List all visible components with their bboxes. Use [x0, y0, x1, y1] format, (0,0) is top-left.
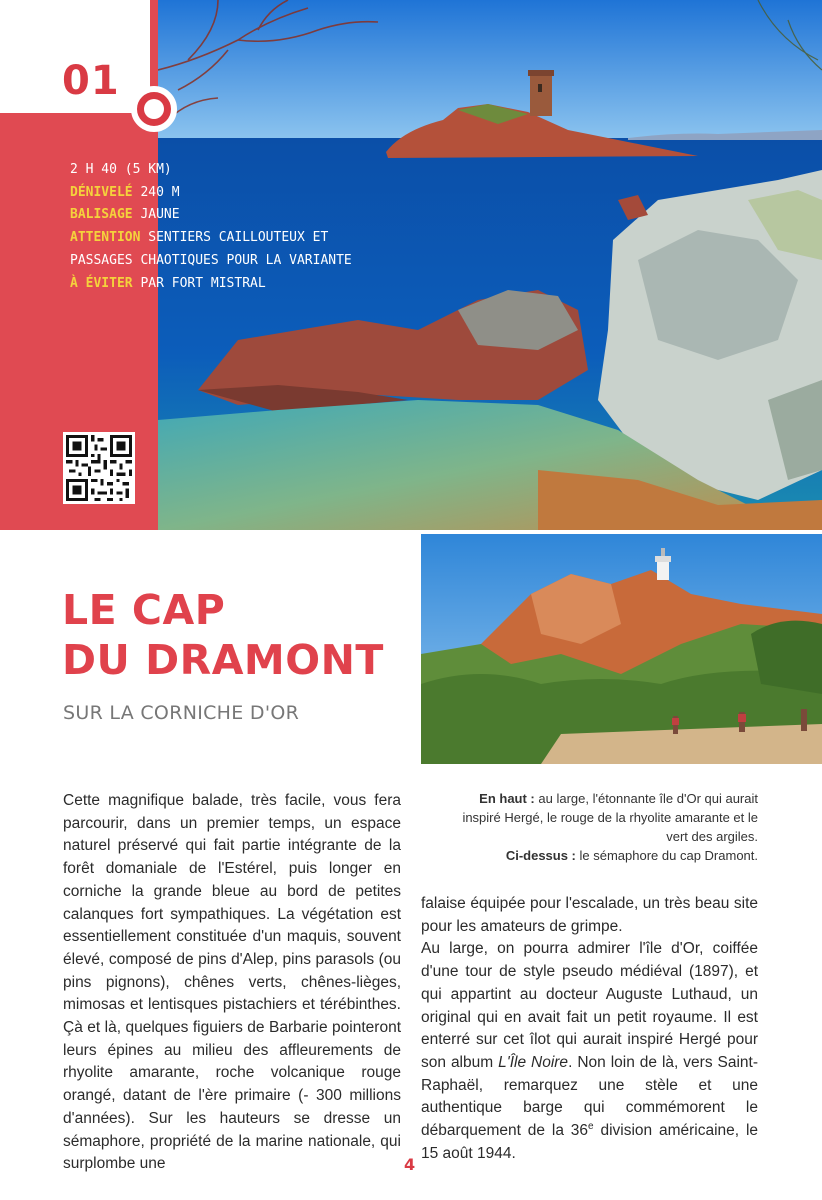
page-number: 4 [404, 1155, 416, 1174]
caption-label: Ci-dessus : [505, 848, 576, 863]
fact-value: 240 M [140, 184, 180, 200]
body-paragraph: Cette magnifique balade, très facile, vous fera parcourir, dans un premier temps, un espace naturel préservé qui fait partie intégrante de la forêt domaniale de l'Estérel, puis longer en corniche la grande bleue au bord de petites calanques fort sympathiques. La végétation est essentiellement constituée d'un maquis, souvent élevé, composé de pins d'Alep, pins parasols (ou pins pignons), chênes verts, chênes-lièges, mimosas et lentisques pistachiers et térébinthes. Çà et là, quelques figuiers de Barbarie pointeront leurs épines au milieu des affleurements de rhyolite amarante, roche volcanique rouge orangé, datant de l'ère primaire (- 300 millions d'années). Sur les hauteurs se dresse un sémaphore, propriété de la marine nationale, qui surplombe une [63, 792, 401, 1173]
route-facts [70, 159, 352, 295]
body-column-1 [63, 790, 401, 1176]
fact-label: DÉNIVELÉ [70, 184, 133, 200]
body-paragraph [421, 938, 758, 1165]
photo-caption [440, 789, 758, 865]
fact-duration-value: 2 H 40 (5 KM) [70, 162, 172, 177]
caption-text: le sémaphore du cap Dramont. [579, 848, 758, 863]
body-text: . Non loin de là, vers Saint-Raphaël, remarquez une stèle et une authentique barge qui commémorent le débarquement de la [421, 1053, 759, 1140]
caption-label: En haut : [479, 791, 535, 806]
page-title [62, 585, 384, 685]
caption-text: au large, l'étonnante île d'Or qui aurait inspiré Hergé, le rouge de la rhyolite amarante et le vert des argiles. [462, 791, 758, 844]
fact-warning-cont [70, 250, 352, 273]
route-number: 01 [62, 58, 120, 104]
qr-code-icon[interactable] [63, 432, 135, 504]
fact-value: SENTIERS CAILLOUTEUX ET [148, 230, 329, 246]
fact-avoid [70, 273, 340, 296]
division-number: 36 [570, 1122, 589, 1140]
body-column-2 [421, 893, 758, 1165]
fact-label: BALISAGE [70, 207, 133, 223]
fact-value: PAR FORT MISTRAL [140, 275, 266, 291]
body-text: division américaine, le 15 août 1944. [421, 1122, 759, 1162]
fact-elevation [70, 182, 340, 205]
title-line-2: DU DRAMONT [62, 636, 384, 684]
body-text: Au large, on pourra admirer l'île d'Or, coiffée d'une tour de style pseudo médiéval (1897), et qui appartint au docteur Auguste Luthaud, un original qui en avait fait un petit royaume. Il est enterré sur cet îlot qui aurait inspiré Hergé pour son album [421, 940, 758, 1071]
fact-warning [70, 227, 340, 250]
album-title: L'Île Noire [498, 1053, 569, 1071]
semaphore-photo [421, 534, 822, 764]
body-paragraph: falaise équipée pour l'escalade, un très beau site pour les amateurs de grimpe. [421, 895, 758, 935]
fact-markings [70, 204, 340, 227]
ordinal-suffix: e [588, 1120, 594, 1132]
fact-label: ATTENTION [70, 230, 141, 246]
fact-duration [70, 159, 340, 182]
route-marker-icon [131, 86, 177, 132]
page-subtitle: SUR LA CORNICHE D'OR [63, 702, 300, 724]
fact-value: PASSAGES CHAOTIQUES POUR LA VARIANTE [70, 252, 352, 268]
fact-label: À ÉVITER [70, 275, 133, 291]
fact-value: JAUNE [140, 207, 180, 223]
title-line-1: LE CAP [62, 586, 226, 634]
